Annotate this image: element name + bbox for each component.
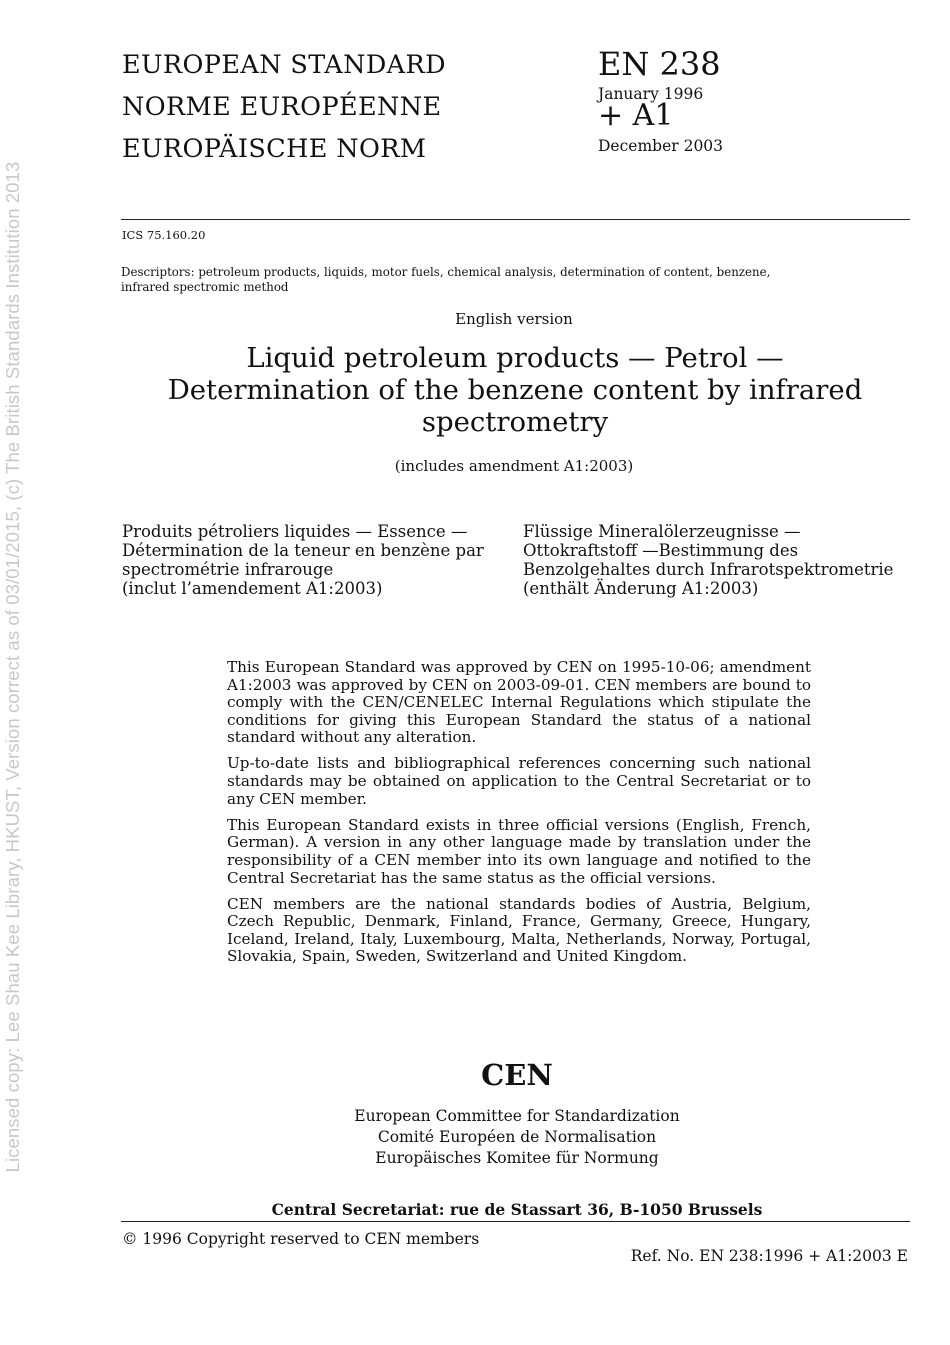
english-version-label: English version: [455, 310, 573, 328]
cen-names: [0, 1106, 950, 1169]
versions-paragraph: This European Standard exists in three official versions (English, French, German). A version in any other language made by translation under the responsibility of a CEN member into its own language and notified to the Central Secretariat has the same status as the official versions.: [227, 815, 811, 887]
members-paragraph: CEN members are the national standards bodies of Austria, Belgium, Czech Republic, Denmark, Finland, France, Germany, Greece, Hungary, Iceland, Ireland, Italy, Luxembourg, Malta, Netherlands, Norway, Portugal, Slovakia, Spain, Sweden, Switzerland and United Kingdom.: [227, 894, 811, 966]
side-watermark: Licensed copy: Lee Shau Kee Library, HKUST, Version correct as of 03/01/2015, (c) The British Standards Institution 2013: [2, 161, 23, 1173]
french-title-line: Produits pétroliers liquides — Essence —: [122, 522, 468, 541]
standard-date: January 1996: [598, 85, 704, 103]
standard-names: [122, 44, 446, 170]
central-secretariat: Central Secretariat: rue de Stassart 36, B-1050 Brussels: [271, 1200, 763, 1219]
document-title: Liquid petroleum products — Petrol — Determination of the benzene content by infrared spectrometry: [167, 342, 863, 438]
amendment-date: December 2003: [598, 137, 724, 155]
cen-logo: CEN: [481, 1058, 553, 1092]
standard-name-fr: NORME EUROPÉENNE: [122, 92, 442, 122]
references-paragraph: Up-to-date lists and bibliographical references concerning such national standards may be obtained on application to the Central Secretariat or to any CEN member.: [227, 754, 811, 808]
includes-amendment: (includes amendment A1:2003): [394, 457, 634, 475]
german-title-line: (enthält Änderung A1:2003): [523, 579, 759, 598]
header-rule: [121, 219, 910, 220]
german-title: [523, 522, 913, 598]
cen-name-en: European Committee for Standardization: [354, 1107, 680, 1125]
french-title: [122, 522, 502, 598]
footer-rule: [121, 1221, 910, 1222]
ics-code: ICS 75.160.20: [122, 228, 206, 242]
german-title-line: Benzolgehaltes durch Infrarotspektrometrie: [523, 560, 894, 579]
german-title-line: Ottokraftstoff —Bestimmung des: [523, 541, 799, 560]
approval-notes: [227, 659, 811, 975]
standard-name-en: EUROPEAN STANDARD: [122, 50, 446, 80]
descriptors: Descriptors: petroleum products, liquids, motor fuels, chemical analysis, determination of content, benzene, infrared spectromic method: [121, 265, 771, 294]
cen-name-fr: Comité Européen de Normalisation: [377, 1128, 657, 1146]
french-title-line: spectrométrie infrarouge: [122, 560, 334, 579]
standard-number: EN 238: [598, 45, 721, 83]
approval-paragraph: This European Standard was approved by CEN on 1995-10-06; amendment A1:2003 was approved by CEN on 2003-09-01. CEN members are bound to comply with the CEN/CENELEC Internal Regulations which stipulate the conditions for giving this European Standard the status of a national standard without any alteration.: [227, 658, 811, 747]
german-title-line: Flüssige Mineralölerzeugnisse —: [523, 522, 801, 541]
cen-name-de: Europäisches Komitee für Normung: [375, 1149, 659, 1167]
copyright: © 1996 Copyright reserved to CEN members: [122, 1230, 480, 1248]
standard-name-de: EUROPÄISCHE NORM: [122, 134, 427, 164]
amendment-number: + A1: [598, 98, 674, 133]
french-title-line: (inclut l’amendement A1:2003): [122, 579, 383, 598]
french-title-line: Détermination de la teneur en benzène par: [122, 541, 484, 560]
reference-number: Ref. No. EN 238:1996 + A1:2003 E: [630, 1247, 908, 1265]
